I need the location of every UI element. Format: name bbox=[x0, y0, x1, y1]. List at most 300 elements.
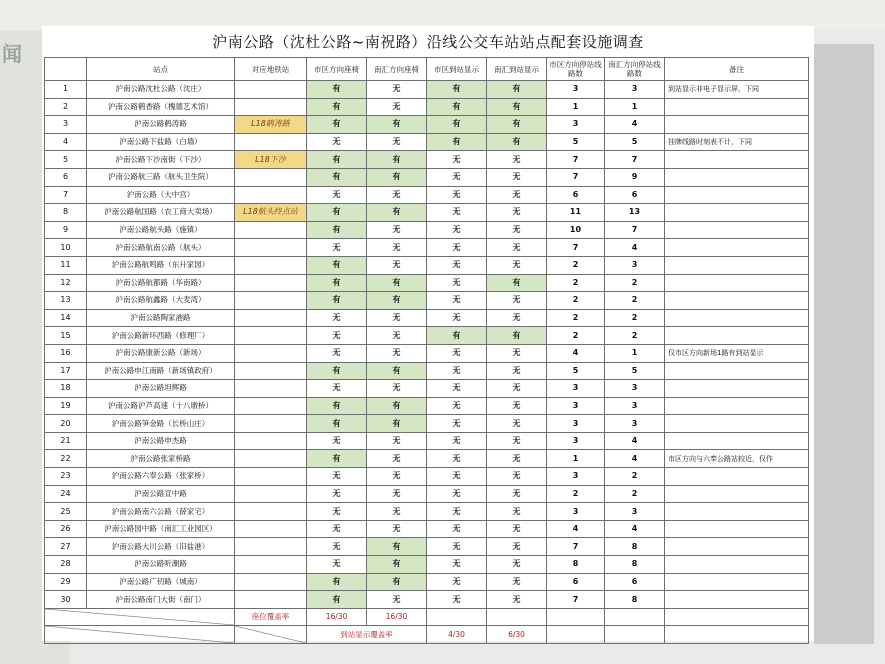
row-number-cell: 12 bbox=[45, 274, 87, 292]
metro-station-cell bbox=[235, 415, 307, 433]
routes-nanhui-cell: 3 bbox=[605, 81, 665, 99]
seat-city-cell: 有 bbox=[307, 116, 367, 134]
routes-city-cell: 3 bbox=[547, 116, 605, 134]
display-nanhui-cell: 无 bbox=[487, 151, 547, 169]
row-number-cell: 30 bbox=[45, 591, 87, 609]
display-city-cell: 无 bbox=[427, 556, 487, 574]
display-city-cell: 有 bbox=[427, 81, 487, 99]
display-city-cell: 无 bbox=[427, 432, 487, 450]
metro-station-cell bbox=[235, 133, 307, 151]
routes-nanhui-cell: 5 bbox=[605, 362, 665, 380]
station-name-cell: 沪南公路航国路（农工商大卖场） bbox=[87, 204, 235, 222]
routes-city-cell: 11 bbox=[547, 204, 605, 222]
seat-city-cell: 有 bbox=[307, 397, 367, 415]
routes-nanhui-cell: 3 bbox=[605, 256, 665, 274]
summary-empty bbox=[665, 626, 809, 644]
metro-station-cell bbox=[235, 274, 307, 292]
table-row bbox=[45, 591, 809, 609]
display-city-cell: 无 bbox=[427, 591, 487, 609]
row-number-cell: 18 bbox=[45, 380, 87, 398]
table-row bbox=[45, 397, 809, 415]
display-city-cell: 无 bbox=[427, 397, 487, 415]
display-nanhui-cell: 无 bbox=[487, 591, 547, 609]
seat-city-cell: 有 bbox=[307, 256, 367, 274]
seat-city-cell: 有 bbox=[307, 292, 367, 310]
row-number-cell: 16 bbox=[45, 344, 87, 362]
routes-city-cell: 3 bbox=[547, 81, 605, 99]
table-row bbox=[45, 98, 809, 116]
survey-table bbox=[44, 57, 809, 644]
routes-nanhui-cell: 6 bbox=[605, 573, 665, 591]
summary-seat-nanhui: 16/30 bbox=[367, 608, 427, 626]
summary-row-display bbox=[45, 626, 809, 644]
routes-city-cell: 7 bbox=[547, 591, 605, 609]
display-nanhui-cell: 无 bbox=[487, 503, 547, 521]
metro-station-cell bbox=[235, 344, 307, 362]
metro-station-cell bbox=[235, 573, 307, 591]
header-note: 备注 bbox=[665, 58, 809, 81]
seat-nanhui-cell: 无 bbox=[367, 380, 427, 398]
routes-nanhui-cell: 4 bbox=[605, 450, 665, 468]
note-cell bbox=[665, 204, 809, 222]
routes-city-cell: 3 bbox=[547, 380, 605, 398]
row-number-cell: 26 bbox=[45, 520, 87, 538]
summary-empty bbox=[547, 608, 605, 626]
note-cell bbox=[665, 538, 809, 556]
metro-station-cell bbox=[235, 468, 307, 486]
station-name-cell: 沪南公路航南公路（航头） bbox=[87, 239, 235, 257]
metro-station-cell bbox=[235, 450, 307, 468]
station-name-cell: 沪南公路沈杜公路（沈庄） bbox=[87, 81, 235, 99]
display-city-cell: 有 bbox=[427, 98, 487, 116]
row-number-cell: 2 bbox=[45, 98, 87, 116]
seat-nanhui-cell: 无 bbox=[367, 98, 427, 116]
summary-display-city: 4/30 bbox=[427, 626, 487, 644]
note-cell bbox=[665, 468, 809, 486]
display-city-cell: 无 bbox=[427, 415, 487, 433]
table-row bbox=[45, 256, 809, 274]
note-cell: 到站显示非电子显示屏，下同 bbox=[665, 81, 809, 99]
metro-station-cell bbox=[235, 503, 307, 521]
routes-nanhui-cell: 8 bbox=[605, 538, 665, 556]
seat-nanhui-cell: 无 bbox=[367, 256, 427, 274]
sheet-shadow bbox=[814, 44, 874, 644]
row-number-cell: 24 bbox=[45, 485, 87, 503]
display-nanhui-cell: 无 bbox=[487, 556, 547, 574]
seat-nanhui-cell: 有 bbox=[367, 168, 427, 186]
note-cell bbox=[665, 186, 809, 204]
seat-city-cell: 有 bbox=[307, 415, 367, 433]
seat-city-cell: 有 bbox=[307, 221, 367, 239]
table-row bbox=[45, 292, 809, 310]
display-nanhui-cell: 无 bbox=[487, 468, 547, 486]
seat-nanhui-cell: 无 bbox=[367, 450, 427, 468]
summary-empty bbox=[427, 608, 487, 626]
table-row bbox=[45, 380, 809, 398]
routes-city-cell: 3 bbox=[547, 415, 605, 433]
header-routes-nanhui: 南汇方向停站线路数 bbox=[605, 58, 665, 81]
display-city-cell: 无 bbox=[427, 221, 487, 239]
routes-nanhui-cell: 4 bbox=[605, 432, 665, 450]
seat-city-cell: 有 bbox=[307, 362, 367, 380]
spreadsheet-sheet bbox=[42, 26, 814, 641]
routes-city-cell: 5 bbox=[547, 362, 605, 380]
seat-city-cell: 无 bbox=[307, 186, 367, 204]
routes-city-cell: 4 bbox=[547, 344, 605, 362]
seat-nanhui-cell: 无 bbox=[367, 485, 427, 503]
display-city-cell: 无 bbox=[427, 292, 487, 310]
display-nanhui-cell: 有 bbox=[487, 116, 547, 134]
note-cell bbox=[665, 520, 809, 538]
routes-city-cell: 2 bbox=[547, 309, 605, 327]
seat-nanhui-cell: 有 bbox=[367, 362, 427, 380]
station-name-cell: 沪南公路园中路（南汇工业园区） bbox=[87, 520, 235, 538]
summary-display-label: 到站显示覆盖率 bbox=[307, 626, 427, 644]
station-name-cell: 沪南公路航三路（航头卫生院） bbox=[87, 168, 235, 186]
display-city-cell: 无 bbox=[427, 204, 487, 222]
metro-station-cell bbox=[235, 538, 307, 556]
display-nanhui-cell: 有 bbox=[487, 98, 547, 116]
row-number-cell: 14 bbox=[45, 309, 87, 327]
table-row bbox=[45, 538, 809, 556]
seat-nanhui-cell: 无 bbox=[367, 239, 427, 257]
display-city-cell: 无 bbox=[427, 450, 487, 468]
routes-nanhui-cell: 2 bbox=[605, 485, 665, 503]
metro-station-cell bbox=[235, 591, 307, 609]
display-nanhui-cell: 有 bbox=[487, 133, 547, 151]
display-nanhui-cell: 无 bbox=[487, 520, 547, 538]
note-cell bbox=[665, 221, 809, 239]
station-name-cell: 沪南公路新环西路（修理厂） bbox=[87, 327, 235, 345]
metro-station-cell bbox=[235, 186, 307, 204]
seat-nanhui-cell: 无 bbox=[367, 221, 427, 239]
note-cell bbox=[665, 380, 809, 398]
note-cell bbox=[665, 292, 809, 310]
station-name-cell: 沪南公路笋金路（长桥山庄） bbox=[87, 415, 235, 433]
station-name-cell: 沪南公路宣中路 bbox=[87, 485, 235, 503]
header-station: 站点 bbox=[87, 58, 235, 81]
row-number-cell: 21 bbox=[45, 432, 87, 450]
routes-city-cell: 10 bbox=[547, 221, 605, 239]
row-number-cell: 3 bbox=[45, 116, 87, 134]
display-nanhui-cell: 无 bbox=[487, 256, 547, 274]
station-name-cell: 沪南公路六奉公路（张家桥） bbox=[87, 468, 235, 486]
display-city-cell: 无 bbox=[427, 239, 487, 257]
display-city-cell: 无 bbox=[427, 503, 487, 521]
routes-nanhui-cell: 1 bbox=[605, 344, 665, 362]
seat-nanhui-cell: 有 bbox=[367, 204, 427, 222]
seat-nanhui-cell: 无 bbox=[367, 520, 427, 538]
metro-station-cell bbox=[235, 556, 307, 574]
routes-nanhui-cell: 3 bbox=[605, 415, 665, 433]
table-row bbox=[45, 450, 809, 468]
seat-nanhui-cell: 有 bbox=[367, 151, 427, 169]
display-city-cell: 无 bbox=[427, 151, 487, 169]
routes-nanhui-cell: 2 bbox=[605, 327, 665, 345]
metro-station-cell bbox=[235, 81, 307, 99]
note-cell bbox=[665, 485, 809, 503]
routes-nanhui-cell: 3 bbox=[605, 397, 665, 415]
note-cell bbox=[665, 397, 809, 415]
summary-empty bbox=[605, 626, 665, 644]
seat-nanhui-cell: 无 bbox=[367, 344, 427, 362]
seat-city-cell: 无 bbox=[307, 239, 367, 257]
row-number-cell: 1 bbox=[45, 81, 87, 99]
header-seat-city: 市区方向座椅 bbox=[307, 58, 367, 81]
seat-nanhui-cell: 有 bbox=[367, 415, 427, 433]
routes-nanhui-cell: 8 bbox=[605, 556, 665, 574]
seat-nanhui-cell: 无 bbox=[367, 186, 427, 204]
table-row bbox=[45, 520, 809, 538]
display-nanhui-cell: 无 bbox=[487, 485, 547, 503]
display-nanhui-cell: 无 bbox=[487, 538, 547, 556]
seat-city-cell: 无 bbox=[307, 538, 367, 556]
header-routes-city: 市区方向停站线路数 bbox=[547, 58, 605, 81]
display-city-cell: 无 bbox=[427, 344, 487, 362]
seat-city-cell: 无 bbox=[307, 344, 367, 362]
summary-row-seat bbox=[45, 608, 809, 626]
display-nanhui-cell: 有 bbox=[487, 274, 547, 292]
seat-city-cell: 无 bbox=[307, 503, 367, 521]
metro-station-cell bbox=[235, 98, 307, 116]
summary-empty bbox=[547, 626, 605, 644]
summary-blank-cell bbox=[235, 626, 307, 644]
summary-blank-cell bbox=[45, 626, 235, 644]
seat-nanhui-cell: 有 bbox=[367, 274, 427, 292]
display-nanhui-cell: 无 bbox=[487, 186, 547, 204]
note-cell bbox=[665, 573, 809, 591]
row-number-cell: 10 bbox=[45, 239, 87, 257]
note-cell bbox=[665, 151, 809, 169]
seat-nanhui-cell: 无 bbox=[367, 81, 427, 99]
table-row bbox=[45, 362, 809, 380]
display-city-cell: 无 bbox=[427, 168, 487, 186]
routes-city-cell: 1 bbox=[547, 98, 605, 116]
seat-city-cell: 有 bbox=[307, 591, 367, 609]
row-number-cell: 17 bbox=[45, 362, 87, 380]
metro-station-cell bbox=[235, 362, 307, 380]
table-row bbox=[45, 432, 809, 450]
routes-nanhui-cell: 9 bbox=[605, 168, 665, 186]
metro-station-cell: L18下沙 bbox=[235, 151, 307, 169]
metro-station-cell: L18航头终点站 bbox=[235, 204, 307, 222]
seat-city-cell: 有 bbox=[307, 168, 367, 186]
metro-station-cell bbox=[235, 485, 307, 503]
note-cell: 挂牌线路时刻表不计，下同 bbox=[665, 133, 809, 151]
metro-station-cell: L18鹤涛路 bbox=[235, 116, 307, 134]
summary-display-nanhui: 6/30 bbox=[487, 626, 547, 644]
routes-city-cell: 2 bbox=[547, 327, 605, 345]
note-cell bbox=[665, 327, 809, 345]
table-row bbox=[45, 168, 809, 186]
header-metro: 对应地铁站 bbox=[235, 58, 307, 81]
table-row bbox=[45, 186, 809, 204]
display-nanhui-cell: 无 bbox=[487, 344, 547, 362]
row-number-cell: 25 bbox=[45, 503, 87, 521]
routes-nanhui-cell: 7 bbox=[605, 221, 665, 239]
routes-nanhui-cell: 1 bbox=[605, 98, 665, 116]
table-row bbox=[45, 556, 809, 574]
table-row bbox=[45, 415, 809, 433]
seat-city-cell: 无 bbox=[307, 468, 367, 486]
routes-city-cell: 3 bbox=[547, 503, 605, 521]
note-cell bbox=[665, 98, 809, 116]
note-cell bbox=[665, 556, 809, 574]
metro-station-cell bbox=[235, 168, 307, 186]
display-nanhui-cell: 无 bbox=[487, 309, 547, 327]
routes-nanhui-cell: 3 bbox=[605, 503, 665, 521]
row-number-cell: 27 bbox=[45, 538, 87, 556]
note-cell bbox=[665, 116, 809, 134]
metro-station-cell bbox=[235, 432, 307, 450]
display-city-cell: 无 bbox=[427, 468, 487, 486]
display-city-cell: 无 bbox=[427, 485, 487, 503]
display-city-cell: 无 bbox=[427, 520, 487, 538]
note-cell bbox=[665, 239, 809, 257]
routes-city-cell: 2 bbox=[547, 485, 605, 503]
routes-nanhui-cell: 2 bbox=[605, 274, 665, 292]
seat-nanhui-cell: 有 bbox=[367, 292, 427, 310]
note-cell bbox=[665, 503, 809, 521]
seat-nanhui-cell: 无 bbox=[367, 133, 427, 151]
row-number-cell: 7 bbox=[45, 186, 87, 204]
table-row bbox=[45, 503, 809, 521]
routes-city-cell: 3 bbox=[547, 468, 605, 486]
display-nanhui-cell: 有 bbox=[487, 327, 547, 345]
metro-station-cell bbox=[235, 239, 307, 257]
station-name-cell: 沪南公路下沙南街（下沙） bbox=[87, 151, 235, 169]
table-row bbox=[45, 221, 809, 239]
table-row bbox=[45, 81, 809, 99]
station-name-cell: 沪南公路康新公路（新场） bbox=[87, 344, 235, 362]
note-cell bbox=[665, 432, 809, 450]
seat-city-cell: 有 bbox=[307, 573, 367, 591]
table-row bbox=[45, 327, 809, 345]
routes-city-cell: 6 bbox=[547, 186, 605, 204]
seat-nanhui-cell: 无 bbox=[367, 503, 427, 521]
table-row bbox=[45, 116, 809, 134]
display-nanhui-cell: 无 bbox=[487, 168, 547, 186]
station-name-cell: 沪南公路申杰路 bbox=[87, 432, 235, 450]
note-cell bbox=[665, 362, 809, 380]
routes-nanhui-cell: 13 bbox=[605, 204, 665, 222]
routes-city-cell: 5 bbox=[547, 133, 605, 151]
seat-city-cell: 有 bbox=[307, 450, 367, 468]
note-cell bbox=[665, 256, 809, 274]
routes-nanhui-cell: 7 bbox=[605, 151, 665, 169]
row-number-cell: 9 bbox=[45, 221, 87, 239]
routes-city-cell: 6 bbox=[547, 573, 605, 591]
metro-station-cell bbox=[235, 256, 307, 274]
seat-nanhui-cell: 无 bbox=[367, 591, 427, 609]
sheet-title: 沪南公路（沈杜公路~南祝路）沿线公交车站站点配套设施调查 bbox=[212, 33, 644, 51]
row-number-cell: 13 bbox=[45, 292, 87, 310]
note-cell bbox=[665, 274, 809, 292]
watermark-glyph: 闻 bbox=[2, 42, 22, 66]
row-number-cell: 5 bbox=[45, 151, 87, 169]
routes-city-cell: 7 bbox=[547, 538, 605, 556]
station-name-cell: 沪南公路南门大街（南门） bbox=[87, 591, 235, 609]
routes-city-cell: 8 bbox=[547, 556, 605, 574]
station-name-cell: 沪南公路下盐路（白墙） bbox=[87, 133, 235, 151]
display-nanhui-cell: 无 bbox=[487, 573, 547, 591]
station-name-cell: 沪南公路广仞路（城南） bbox=[87, 573, 235, 591]
station-name-cell: 沪南公路鹤涛路 bbox=[87, 116, 235, 134]
note-cell bbox=[665, 168, 809, 186]
display-nanhui-cell: 无 bbox=[487, 380, 547, 398]
station-name-cell: 沪南公路坦辉路 bbox=[87, 380, 235, 398]
seat-nanhui-cell: 有 bbox=[367, 538, 427, 556]
seat-city-cell: 无 bbox=[307, 520, 367, 538]
table-row bbox=[45, 239, 809, 257]
station-name-cell: 沪南公路航鑫路（大麦湾） bbox=[87, 292, 235, 310]
table-row bbox=[45, 485, 809, 503]
row-number-cell: 29 bbox=[45, 573, 87, 591]
station-name-cell: 沪南公路申江南路（新场镇政府） bbox=[87, 362, 235, 380]
header-no bbox=[45, 58, 87, 81]
metro-station-cell bbox=[235, 309, 307, 327]
routes-city-cell: 2 bbox=[547, 274, 605, 292]
display-city-cell: 有 bbox=[427, 116, 487, 134]
row-number-cell: 28 bbox=[45, 556, 87, 574]
display-nanhui-cell: 有 bbox=[487, 81, 547, 99]
seat-city-cell: 无 bbox=[307, 432, 367, 450]
seat-city-cell: 无 bbox=[307, 133, 367, 151]
header-seat-nanhui: 南汇方向座椅 bbox=[367, 58, 427, 81]
table-row bbox=[45, 573, 809, 591]
table-row bbox=[45, 309, 809, 327]
display-city-cell: 有 bbox=[427, 133, 487, 151]
display-city-cell: 有 bbox=[427, 327, 487, 345]
summary-seat-label: 座位覆盖率 bbox=[235, 608, 307, 626]
table-row bbox=[45, 344, 809, 362]
metro-station-cell bbox=[235, 520, 307, 538]
row-number-cell: 20 bbox=[45, 415, 87, 433]
row-number-cell: 11 bbox=[45, 256, 87, 274]
note-cell bbox=[665, 415, 809, 433]
routes-city-cell: 3 bbox=[547, 397, 605, 415]
station-name-cell: 沪南公路南六公路（薛家宅） bbox=[87, 503, 235, 521]
seat-city-cell: 无 bbox=[307, 309, 367, 327]
display-nanhui-cell: 无 bbox=[487, 204, 547, 222]
routes-city-cell: 7 bbox=[547, 239, 605, 257]
display-city-cell: 无 bbox=[427, 256, 487, 274]
seat-city-cell: 有 bbox=[307, 204, 367, 222]
summary-blank-cell bbox=[45, 608, 235, 626]
header-display-nanhui: 南汇到站显示 bbox=[487, 58, 547, 81]
station-name-cell: 沪南公路航都路（华南路） bbox=[87, 274, 235, 292]
routes-nanhui-cell: 8 bbox=[605, 591, 665, 609]
routes-city-cell: 7 bbox=[547, 168, 605, 186]
seat-nanhui-cell: 有 bbox=[367, 116, 427, 134]
seat-nanhui-cell: 有 bbox=[367, 556, 427, 574]
routes-nanhui-cell: 5 bbox=[605, 133, 665, 151]
seat-city-cell: 无 bbox=[307, 380, 367, 398]
note-cell bbox=[665, 591, 809, 609]
display-city-cell: 无 bbox=[427, 362, 487, 380]
display-city-cell: 无 bbox=[427, 538, 487, 556]
station-name-cell: 沪南公路陶家港路 bbox=[87, 309, 235, 327]
seat-city-cell: 无 bbox=[307, 556, 367, 574]
summary-empty bbox=[665, 608, 809, 626]
display-nanhui-cell: 无 bbox=[487, 432, 547, 450]
metro-station-cell bbox=[235, 397, 307, 415]
summary-empty bbox=[605, 608, 665, 626]
note-cell bbox=[665, 309, 809, 327]
note-cell: 市区方向与六奉公路站较近，仅作 bbox=[665, 450, 809, 468]
header-display-city: 市区到站显示 bbox=[427, 58, 487, 81]
station-name-cell: 沪南公路沪芦高速（十八墩桥） bbox=[87, 397, 235, 415]
